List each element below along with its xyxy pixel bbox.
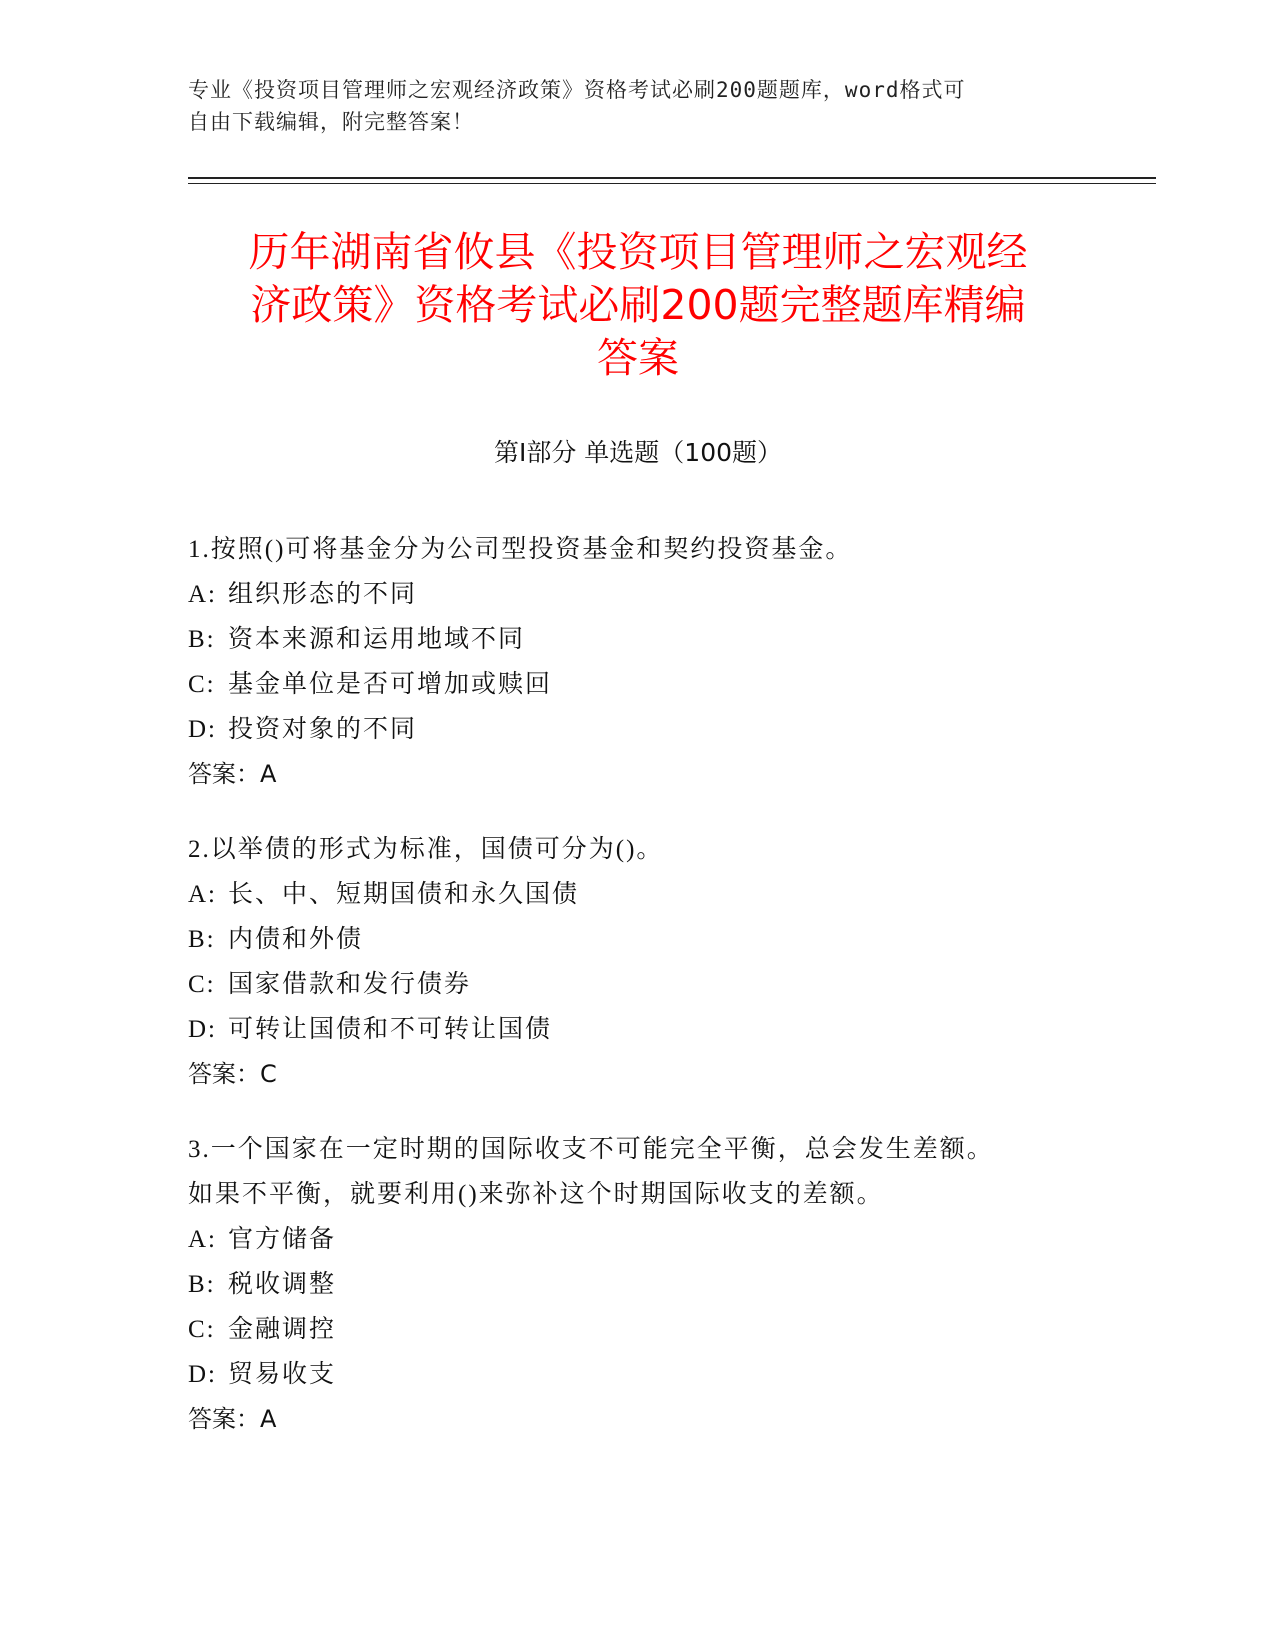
option-text: 内债和外债: [228, 926, 364, 953]
option-text: 投资对象的不同: [228, 716, 418, 743]
option-b: [188, 917, 1088, 962]
option-a: [188, 572, 1088, 617]
option-key: C:: [188, 971, 216, 998]
option-text: 贸易收支: [228, 1361, 337, 1388]
question-stem: 2.以举债的形式为标准，国债可分为()。: [188, 836, 664, 863]
option-d: [188, 1352, 1088, 1397]
option-text: 官方储备: [228, 1226, 337, 1253]
option-c: [188, 662, 1088, 707]
answer: 答案：C: [188, 1060, 277, 1088]
question-item: [188, 527, 1088, 797]
option-text: 税收调整: [228, 1271, 337, 1298]
option-text: 长、中、短期国债和永久国债: [228, 881, 580, 908]
header-note-line: 专业《投资项目管理师之宏观经济政策》资格考试必刷200题题库，word格式可: [188, 78, 966, 102]
option-b: [188, 617, 1088, 662]
answer: 答案：A: [188, 1405, 277, 1433]
option-key: D:: [188, 1361, 217, 1388]
option-key: C:: [188, 1316, 216, 1343]
option-key: D:: [188, 1016, 217, 1043]
question-stem: 1.按照()可将基金分为公司型投资基金和契约投资基金。: [188, 536, 853, 563]
header-note: [188, 74, 1068, 138]
question-stem: 3.一个国家在一定时期的国际收支不可能完全平衡，总会发生差额。: [188, 1136, 994, 1163]
option-key: C:: [188, 671, 216, 698]
option-key: B:: [188, 626, 216, 653]
option-text: 组织形态的不同: [228, 581, 418, 608]
option-c: [188, 1307, 1088, 1352]
option-d: [188, 1007, 1088, 1052]
option-key: A:: [188, 1226, 217, 1253]
option-b: [188, 1262, 1088, 1307]
option-text: 金融调控: [228, 1316, 337, 1343]
option-a: [188, 1217, 1088, 1262]
document-title: [188, 226, 1088, 385]
answer: 答案：A: [188, 760, 277, 788]
option-key: A:: [188, 581, 217, 608]
option-key: D:: [188, 716, 217, 743]
option-text: 资本来源和运用地域不同: [228, 626, 526, 653]
option-a: [188, 872, 1088, 917]
header-divider-thin: [188, 183, 1156, 184]
option-key: B:: [188, 1271, 216, 1298]
question-stem-continued: 如果不平衡，就要利用()来弥补这个时期国际收支的差额。: [188, 1181, 884, 1208]
option-key: B:: [188, 926, 216, 953]
question-item: [188, 827, 1088, 1097]
header-note-line: 自由下载编辑，附完整答案！: [188, 110, 474, 134]
option-text: 可转让国债和不可转让国债: [228, 1016, 553, 1043]
option-text: 国家借款和发行债券: [228, 971, 472, 998]
question-item: [188, 1127, 1088, 1442]
header-divider-thick: [188, 177, 1156, 179]
option-text: 基金单位是否可增加或赎回: [228, 671, 553, 698]
title-line: 历年湖南省攸县《投资项目管理师之宏观经: [248, 228, 1028, 276]
title-line: 答案: [597, 334, 679, 382]
option-c: [188, 962, 1088, 1007]
title-line: 济政策》资格考试必刷200题完整题库精编: [250, 281, 1026, 329]
option-key: A:: [188, 881, 217, 908]
question-list: [188, 527, 1088, 1472]
option-d: [188, 707, 1088, 752]
section-heading: 第Ⅰ部分 单选题（100题）: [493, 438, 783, 467]
